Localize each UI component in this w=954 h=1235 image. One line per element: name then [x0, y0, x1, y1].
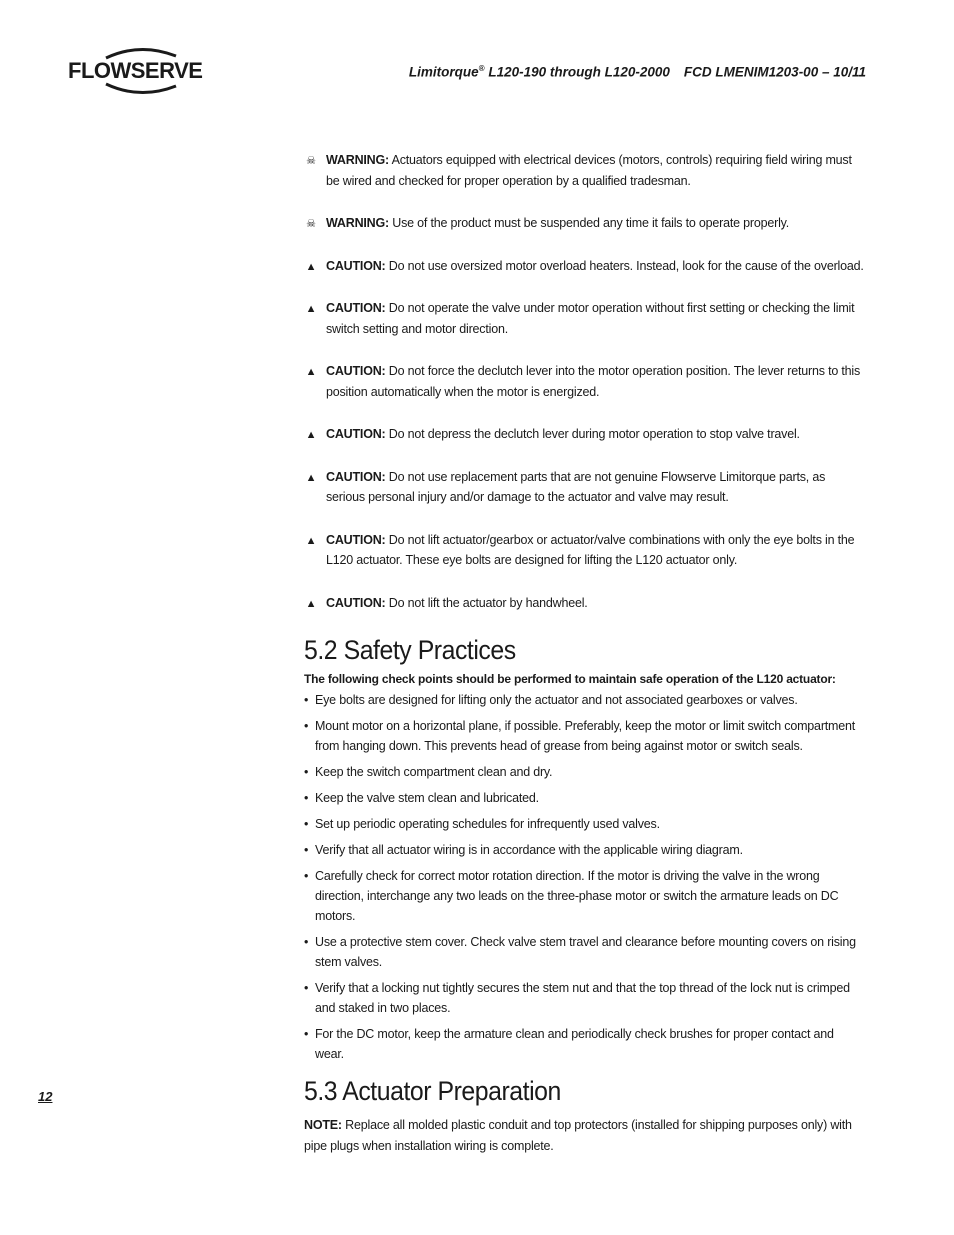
section-title-actuator-preparation: 5.3 Actuator Preparation	[304, 1076, 561, 1106]
running-header	[409, 64, 866, 80]
caution-triangle-icon: ▲	[305, 597, 317, 610]
caution-notice	[304, 424, 864, 445]
list-item: • Use a protective stem cover. Check valve stem travel and clearance before mounting covers on rising stem valves.	[304, 932, 864, 972]
logo-wordmark: FLOWSERVE	[68, 58, 203, 83]
notice-text: Do not lift the actuator by handwheel.	[388, 595, 588, 610]
list-item: • For the DC motor, keep the armature clean and periodically check brushes for proper contact and wear.	[304, 1024, 864, 1064]
flowserve-logo	[68, 44, 208, 96]
notice-text: Do not operate the valve under motor operation without first setting or checking the limit switch setting and motor direction.	[326, 301, 855, 336]
caution-triangle-icon: ▲	[305, 303, 317, 315]
caution-triangle-icon: ▲	[305, 429, 317, 441]
list-item: • Verify that a locking nut tightly secures the stem nut and that the top thread of the lock nut is crimped and staked in two places.	[304, 978, 864, 1018]
section-title-safety-practices: 5.2 Safety Practices	[304, 635, 516, 665]
header-product: Limitorque	[408, 64, 479, 80]
notice-label: CAUTION:	[326, 258, 386, 273]
header-model-range: L120-190 through L120-2000	[488, 64, 670, 80]
caution-notice	[304, 361, 864, 402]
safety-intro: The following check points should be performed to maintain safe operation of the L120 actuator:	[304, 672, 836, 686]
preparation-note	[304, 1115, 864, 1156]
notice-text: Do not use replacement parts that are not genuine Flowserve Limitorque parts, as serious personal injury and/or damage to the actuator and valve may result.	[326, 469, 826, 504]
caution-notice	[304, 467, 864, 508]
caution-triangle-icon: ▲	[305, 534, 317, 547]
notice-label: CAUTION:	[326, 595, 386, 610]
list-item: • Carefully check for correct motor rotation direction. If the motor is driving the valve in the wrong direction, interchange any two leads on the three-phase motor or switch the armature leads on DC motors.	[304, 866, 864, 926]
caution-notice	[304, 298, 864, 339]
notice-text: Actuators equipped with electrical devices (motors, controls) requiring field wiring must be wired and checked for proper operation by a qualified tradesman.	[326, 153, 852, 188]
notice-label: WARNING:	[326, 216, 389, 230]
notice-text: Do not depress the declutch lever during motor operation to stop valve travel.	[388, 427, 800, 441]
list-item: • Eye bolts are designed for lifting only the actuator and not associated gearboxes or valves.	[304, 690, 864, 710]
note-label: NOTE:	[304, 1118, 342, 1132]
notice-text: Do not lift actuator/gearbox or actuator/valve combinations with only the eye bolts in the L120 actuator. These eye bolts are designed for lifting the L120 actuator only.	[326, 532, 855, 567]
caution-triangle-icon: ▲	[305, 471, 317, 484]
page-content	[304, 150, 864, 1156]
notice-label: CAUTION:	[326, 301, 386, 315]
caution-notice	[304, 530, 864, 571]
notice-label: CAUTION:	[326, 427, 386, 441]
caution-triangle-icon: ▲	[305, 366, 317, 378]
list-item: • Keep the switch compartment clean and dry.	[304, 762, 864, 782]
warning-notice	[304, 150, 864, 191]
notice-label: WARNING:	[326, 153, 389, 167]
caution-notice	[304, 593, 864, 614]
notice-label: CAUTION:	[326, 469, 386, 484]
list-item: • Verify that all actuator wiring is in accordance with the applicable wiring diagram.	[304, 840, 864, 860]
notice-label: CAUTION:	[326, 532, 386, 547]
list-item: • Keep the valve stem clean and lubricated.	[304, 788, 864, 808]
header-doc-code: FCD LMENIM1203-00 – 10/11	[683, 64, 866, 80]
note-text: Replace all molded plastic conduit and top protectors (installed for shipping purposes only) with pipe plugs when installation wiring is complete.	[304, 1118, 852, 1153]
notice-label: CAUTION:	[326, 364, 386, 378]
notice-text: Do not force the declutch lever into the motor operation position. The lever returns to this position automatically when the motor is energized.	[326, 364, 861, 399]
notice-text: Do not use oversized motor overload heaters. Instead, look for the cause of the overload.	[388, 258, 864, 273]
list-item: • Mount motor on a horizontal plane, if possible. Preferably, keep the motor or limit switch compartment from hanging down. This prevents head of grease from being against motor or switch seals.	[304, 716, 864, 756]
notice-list	[304, 150, 864, 613]
safety-bullet-list	[304, 690, 864, 1064]
skull-warning-icon: ☠	[306, 218, 316, 230]
caution-triangle-icon: ▲	[305, 260, 317, 273]
caution-notice	[304, 256, 864, 277]
warning-notice	[304, 213, 864, 234]
page-number: 12	[38, 1089, 53, 1104]
skull-warning-icon: ☠	[306, 155, 316, 167]
list-item: • Set up periodic operating schedules for infrequently used valves.	[304, 814, 864, 834]
notice-text: Use of the product must be suspended any time it fails to operate properly.	[392, 216, 790, 230]
logo-swoosh-icon	[68, 44, 208, 96]
registered-mark: ®	[478, 64, 485, 73]
